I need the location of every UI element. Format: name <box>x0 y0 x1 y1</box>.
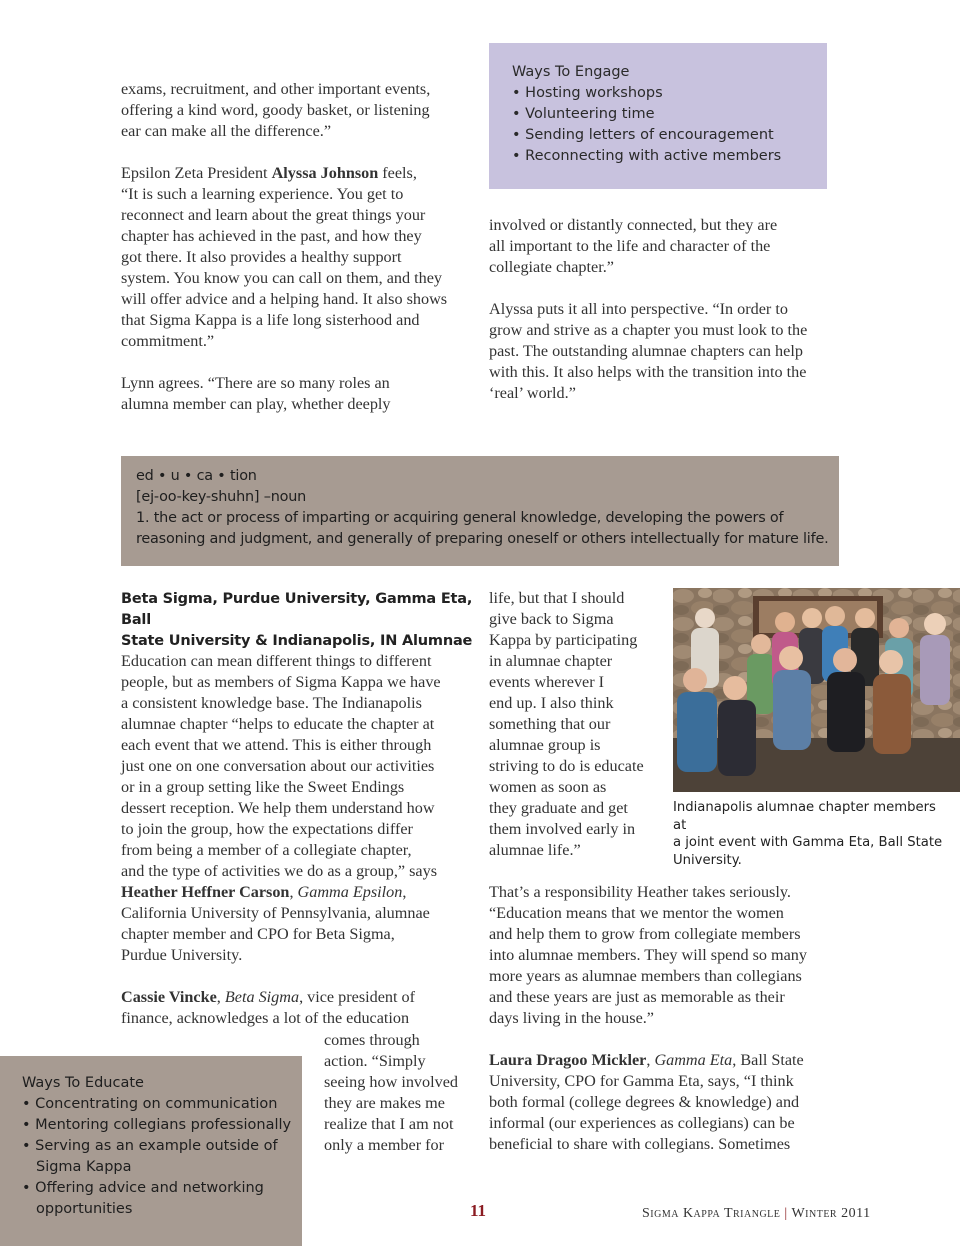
text-fragment: , Ball State <box>732 1051 804 1069</box>
list-item: • Sending letters of encouragement <box>512 127 774 143</box>
text-line: realize that I am not <box>324 1115 454 1133</box>
caption-line: University. <box>673 852 742 868</box>
list-item-continuation: Sigma Kappa <box>36 1159 132 1175</box>
definition-word: ed • u • ca • tion <box>136 468 257 484</box>
paragraph-lynn <box>121 373 471 415</box>
text-line: women as soon as <box>489 778 607 796</box>
person-name: Cassie Vincke <box>121 988 217 1006</box>
paragraph-perspective <box>489 299 849 404</box>
text-line: people, but as members of Sigma Kappa we have <box>121 673 441 691</box>
ways-to-engage-box <box>489 43 827 189</box>
text-line: informal (our experiences as collegians) can be <box>489 1114 795 1132</box>
publication-footer <box>642 1203 871 1224</box>
paragraph-education <box>121 651 476 966</box>
page-number: 11 <box>470 1201 487 1220</box>
text-fragment: , vice president of <box>299 988 416 1006</box>
definition-box <box>121 456 839 566</box>
text-line: system. You know you can call on them, and they <box>121 269 443 287</box>
text-line: offering a kind word, goody basket, or listening <box>121 101 430 119</box>
text-line: days living in the house.” <box>489 1009 654 1027</box>
photo-caption <box>673 799 953 869</box>
text-line: life, but that I should <box>489 589 625 607</box>
footer-separator: | <box>784 1206 788 1221</box>
right-column-bottom <box>489 882 849 1155</box>
section-heading <box>121 589 481 652</box>
box-title: Ways To Educate <box>22 1075 144 1091</box>
text-line: collegiate chapter.” <box>489 258 614 276</box>
list-item: • Reconnecting with active members <box>512 148 782 164</box>
text-line: Purdue University. <box>121 946 243 964</box>
chapter-name: Gamma Eta <box>654 1051 733 1069</box>
heading-line: Beta Sigma, Purdue University, Gamma Eta, Ball <box>121 591 473 628</box>
text-line: ‘real’ world.” <box>489 384 576 402</box>
text-line: chapter member and CPO for Beta Sigma, <box>121 925 395 943</box>
text-line: only a member for <box>324 1136 445 1154</box>
text-line: Education can mean different things to different <box>121 652 432 670</box>
paragraph-involved <box>489 215 849 278</box>
list-item: • Offering advice and networking <box>22 1180 264 1196</box>
heading-line: State University & Indianapolis, IN Alumnae <box>121 633 473 649</box>
text-line: California University of Pennsylvania, alumnae <box>121 904 430 922</box>
text-line <box>121 163 471 184</box>
text-line: exams, recruitment, and other important events, <box>121 80 431 98</box>
text-line: and help them to grow from collegiate members <box>489 925 801 943</box>
text-line: from being a member of a collegiate chapter, <box>121 841 412 859</box>
text-line: Kappa by participating <box>489 631 638 649</box>
text-line: or in a group setting like the Sweet Endings <box>121 778 405 796</box>
text-line: ear can make all the difference.” <box>121 122 332 140</box>
paragraph-cassie <box>121 987 476 1029</box>
caption-line: Indianapolis alumnae chapter members at <box>673 800 936 833</box>
list-item: • Mentoring collegians professionally <box>22 1117 292 1133</box>
text-line: in alumnae chapter <box>489 652 613 670</box>
text-line: reconnect and learn about the great things your <box>121 206 426 224</box>
text-line: striving to do is educate <box>489 757 644 775</box>
text-line: commitment.” <box>121 332 215 350</box>
list-item: • Serving as an example outside of <box>22 1138 278 1154</box>
caption-line: a joint event with Gamma Eta, Ball State <box>673 835 943 850</box>
text-line: that Sigma Kappa is a life long sisterhood and <box>121 311 420 329</box>
text-line: Cassie Vincke, Beta Sigma, vice president of <box>121 988 416 1006</box>
text-line: just one on one conversation about our activities <box>121 757 435 775</box>
text-line: alumnae chapter “helps to educate the chapter at <box>121 715 435 733</box>
text-line: alumna member can play, whether deeply <box>121 395 391 413</box>
text-line: alumnae life.” <box>489 841 581 859</box>
text-line: them involved early in <box>489 820 636 838</box>
publication-name: Sigma Kappa Triangle <box>642 1206 781 1221</box>
text-line: and the type of activities we do as a group,” says <box>121 862 438 880</box>
text-line: each event that we attend. This is either through <box>121 736 432 754</box>
text-line: Lynn agrees. “There are so many roles an <box>121 374 390 392</box>
text-line: beneficial to share with collegians. Sometimes <box>489 1135 791 1153</box>
right-column-top <box>489 215 849 404</box>
paragraph-laura <box>489 1050 849 1155</box>
text-line: finance, acknowledges a lot of the education <box>121 1009 410 1027</box>
middle-column <box>489 588 669 861</box>
text-line: all important to the life and character of the <box>489 237 771 255</box>
group-photo <box>673 588 960 792</box>
text-line: a consistent knowledge base. The Indianapolis <box>121 694 422 712</box>
text-line: action. “Simply <box>324 1052 426 1070</box>
text-line: they are makes me <box>324 1094 445 1112</box>
text-fragment: feels, <box>378 164 417 182</box>
text-line: University, CPO for Gamma Eta, says, “I think <box>489 1072 794 1090</box>
list-item: • Concentrating on communication <box>22 1096 278 1112</box>
paragraph-responsibility <box>489 882 849 1029</box>
chapter-name: Beta Sigma <box>224 988 300 1006</box>
text-line: more years as alumnae members than collegians <box>489 967 802 985</box>
text-line: past. The outstanding alumnae chapters can help <box>489 342 803 360</box>
text-line: grow and strive as a chapter you must look to the <box>489 321 808 339</box>
definition-meaning: reasoning and judgment, and generally of preparing oneself or others intellectually for mature life. <box>136 531 829 547</box>
text-line: involved or distantly connected, but they are <box>489 216 778 234</box>
group-photo-illustration <box>673 588 960 792</box>
text-line: to join the group, how the expectations differ <box>121 820 413 838</box>
paragraph-alyssa <box>121 163 471 352</box>
text-line: chapter has achieved in the past, and how they <box>121 227 422 245</box>
ways-to-educate-box <box>0 1056 302 1246</box>
text-line: and these years are just as memorable as their <box>489 988 785 1006</box>
text-line: give back to Sigma <box>489 610 614 628</box>
text-line: Alyssa puts it all into perspective. “In order to <box>489 300 788 318</box>
box-title: Ways To Engage <box>512 64 630 80</box>
definition-pronunciation: [ej-oo-key-shuhn] –noun <box>136 489 307 505</box>
definition-meaning: 1. the act or process of imparting or acquiring general knowledge, developing the powers of <box>136 510 784 526</box>
text-line: That’s a responsibility Heather takes seriously. <box>489 883 791 901</box>
text-line: they graduate and get <box>489 799 628 817</box>
text-line: events wherever I <box>489 673 605 691</box>
text-fragment: , <box>402 883 407 901</box>
text-line: will offer advice and a helping hand. It also shows <box>121 290 448 308</box>
text-fragment: Epsilon Zeta President <box>121 164 272 182</box>
text-line: got there. It also provides a healthy support <box>121 248 402 266</box>
paragraph-exams <box>121 79 471 142</box>
person-name: Laura Dragoo Mickler <box>489 1051 647 1069</box>
chapter-name: Gamma Epsilon <box>297 883 403 901</box>
text-line: end up. I also think <box>489 694 614 712</box>
left-column-top <box>121 79 471 415</box>
text-line: “It is such a learning experience. You get to <box>121 185 404 203</box>
left-column-bottom <box>121 651 476 1029</box>
text-line: seeing how involved <box>324 1073 458 1091</box>
issue-date: Winter 2011 <box>791 1206 871 1221</box>
text-line: alumnae group is <box>489 736 601 754</box>
text-line: comes through <box>324 1031 420 1049</box>
text-line: Heather Heffner Carson, Gamma Epsilon, <box>121 883 407 901</box>
text-line: both formal (college degrees & knowledge) and <box>489 1093 800 1111</box>
person-name: Heather Heffner Carson <box>121 883 290 901</box>
list-item-continuation: opportunities <box>36 1201 133 1217</box>
text-line: “Education means that we mentor the women <box>489 904 784 922</box>
person-name: Alyssa Johnson <box>271 164 379 182</box>
text-line: with this. It also helps with the transition into the <box>489 363 807 381</box>
text-line: Laura Dragoo Mickler, Gamma Eta, Ball State <box>489 1051 804 1069</box>
list-item: • Volunteering time <box>512 106 655 122</box>
text-line: into alumnae members. They will spend so many <box>489 946 807 964</box>
text-line: dessert reception. We help them understand how <box>121 799 435 817</box>
list-item: • Hosting workshops <box>512 85 663 101</box>
text-line: something that our <box>489 715 611 733</box>
cassie-quote-narrow <box>324 1030 474 1156</box>
